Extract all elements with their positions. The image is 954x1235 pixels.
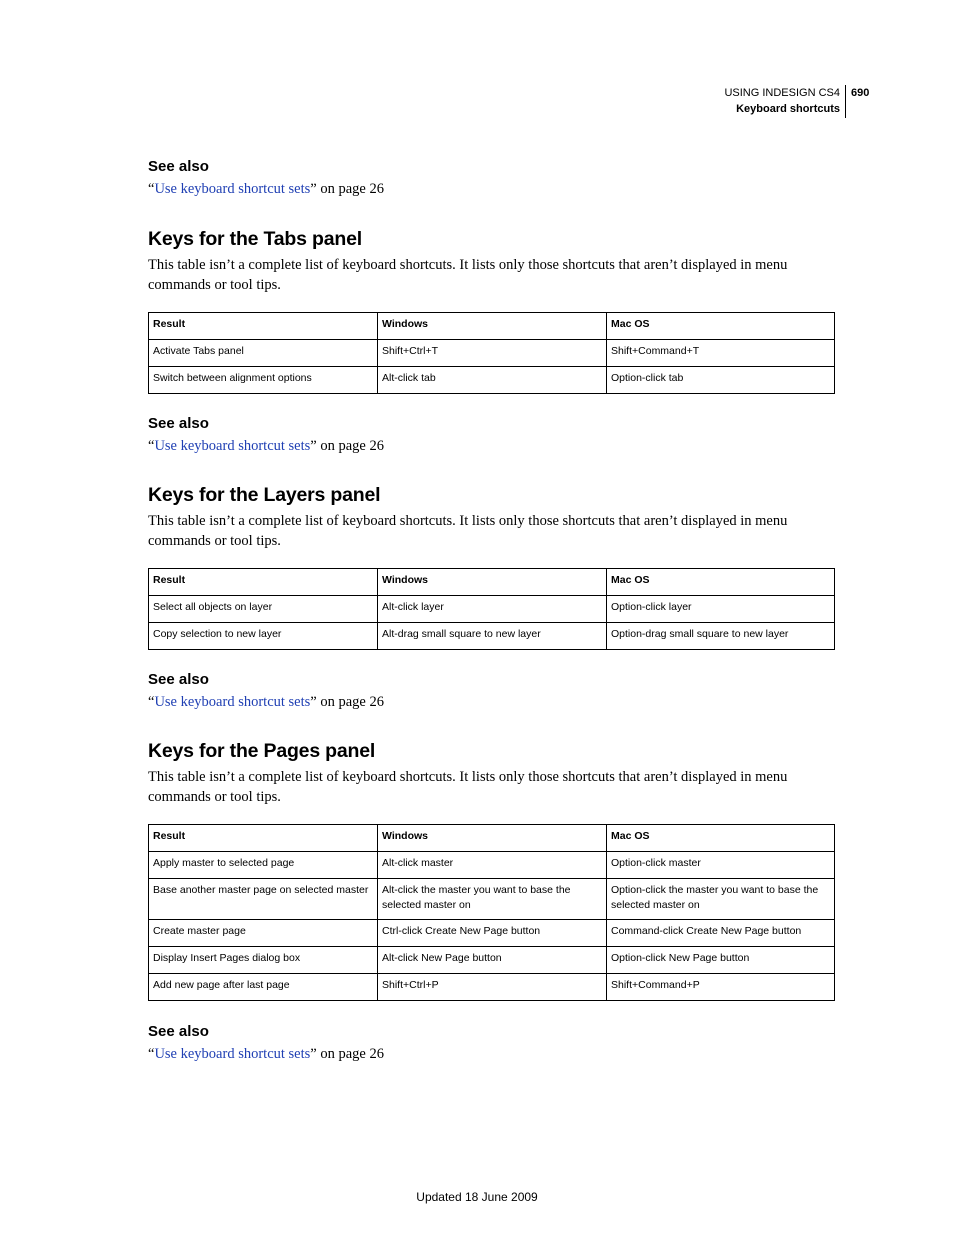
tabs-panel-table (148, 312, 835, 394)
section-title: Keys for the Pages panel (148, 740, 376, 762)
table-row (149, 947, 835, 974)
table-row (149, 340, 835, 367)
column-header: Windows (378, 825, 607, 852)
see-also-reference: “Use keyboard shortcut sets” on page 26 (148, 694, 384, 710)
table-row (149, 920, 835, 947)
column-header: Mac OS (607, 825, 835, 852)
table-cell: Ctrl-click Create New Page button (378, 920, 607, 947)
table-cell: Option-click the master you want to base the selected master on (607, 879, 835, 920)
see-also-heading: See also (148, 1023, 209, 1040)
running-header (600, 85, 840, 117)
section-title: Keys for the Tabs panel (148, 228, 362, 250)
section-intro: This table isn’t a complete list of keyboard shortcuts. It lists only those shortcuts that aren’t displayed in menu commands or tool tips. (148, 513, 788, 549)
table-cell: Shift+Command+P (607, 974, 835, 1001)
table-cell: Shift+Command+T (607, 340, 835, 367)
table-cell: Shift+Ctrl+P (378, 974, 607, 1001)
table-cell: Apply master to selected page (149, 852, 378, 879)
column-header: Result (149, 825, 378, 852)
shortcut-sets-link[interactable]: Use keyboard shortcut sets (154, 181, 311, 197)
see-also-reference: “Use keyboard shortcut sets” on page 26 (148, 181, 384, 197)
table-row (149, 879, 835, 920)
table-cell: Select all objects on layer (149, 596, 378, 623)
see-also-heading: See also (148, 158, 209, 175)
pages-panel-table (148, 824, 835, 1001)
table-cell: Base another master page on selected master (149, 879, 378, 920)
section-pages-panel (148, 739, 834, 807)
header-subtitle: Keyboard shortcuts (736, 103, 840, 115)
header-divider (845, 85, 846, 118)
table-row (149, 974, 835, 1001)
section-tabs-panel (148, 227, 834, 295)
table-header-row (149, 825, 835, 852)
section-title: Keys for the Layers panel (148, 484, 381, 506)
column-header: Result (149, 313, 378, 340)
table-cell: Alt-click tab (378, 367, 607, 394)
table-cell: Option-click New Page button (607, 947, 835, 974)
table-cell: Create master page (149, 920, 378, 947)
table-cell: Option-click master (607, 852, 835, 879)
table-row (149, 623, 835, 650)
column-header: Result (149, 569, 378, 596)
see-also-block-4 (148, 1022, 834, 1064)
table-row (149, 852, 835, 879)
table-row (149, 367, 835, 394)
header-title: USING INDESIGN CS4 (724, 87, 840, 99)
table-cell: Alt-drag small square to new layer (378, 623, 607, 650)
shortcut-sets-link[interactable]: Use keyboard shortcut sets (154, 694, 311, 710)
section-intro: This table isn’t a complete list of keyboard shortcuts. It lists only those shortcuts that aren’t displayed in menu commands or tool tips. (148, 769, 788, 805)
table-cell: Switch between alignment options (149, 367, 378, 394)
see-also-block-3 (148, 670, 834, 712)
table-cell: Option-drag small square to new layer (607, 623, 835, 650)
table-cell: Add new page after last page (149, 974, 378, 1001)
column-header: Mac OS (607, 569, 835, 596)
table-cell: Alt-click New Page button (378, 947, 607, 974)
column-header: Windows (378, 569, 607, 596)
see-also-heading: See also (148, 415, 209, 432)
shortcut-sets-link[interactable]: Use keyboard shortcut sets (154, 438, 311, 454)
column-header: Mac OS (607, 313, 835, 340)
table-cell: Activate Tabs panel (149, 340, 378, 367)
see-also-block-2 (148, 414, 834, 456)
see-also-block-1 (148, 157, 834, 199)
table-row (149, 596, 835, 623)
table-cell: Command-click Create New Page button (607, 920, 835, 947)
table-header-row (149, 569, 835, 596)
table-cell: Option-click layer (607, 596, 835, 623)
table-cell: Alt-click master (378, 852, 607, 879)
table-cell: Alt-click layer (378, 596, 607, 623)
page-number: 690 (851, 87, 870, 99)
see-also-heading: See also (148, 671, 209, 688)
table-cell: Option-click tab (607, 367, 835, 394)
section-intro: This table isn’t a complete list of keyboard shortcuts. It lists only those shortcuts that aren’t displayed in menu commands or tool tips. (148, 257, 788, 293)
table-header-row (149, 313, 835, 340)
page-footer: Updated 18 June 2009 (416, 1190, 538, 1204)
see-also-reference: “Use keyboard shortcut sets” on page 26 (148, 1046, 384, 1062)
section-layers-panel (148, 483, 834, 551)
layers-panel-table (148, 568, 835, 650)
table-cell: Alt-click the master you want to base the selected master on (378, 879, 607, 920)
table-cell: Display Insert Pages dialog box (149, 947, 378, 974)
column-header: Windows (378, 313, 607, 340)
table-cell: Copy selection to new layer (149, 623, 378, 650)
table-cell: Shift+Ctrl+T (378, 340, 607, 367)
shortcut-sets-link[interactable]: Use keyboard shortcut sets (154, 1046, 311, 1062)
see-also-reference: “Use keyboard shortcut sets” on page 26 (148, 438, 384, 454)
